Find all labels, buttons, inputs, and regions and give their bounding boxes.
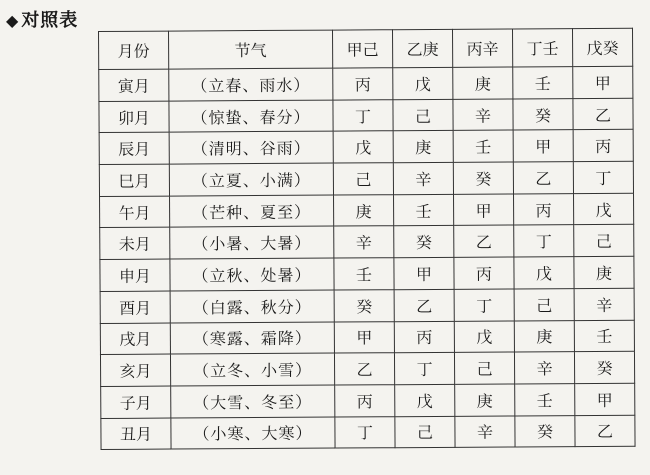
table-row bbox=[99, 130, 633, 165]
header-jia-ji: 甲己 bbox=[332, 30, 392, 68]
stem-cell: 癸 bbox=[334, 290, 394, 322]
stem-cell: 庚 bbox=[514, 320, 574, 352]
header-row bbox=[99, 28, 633, 69]
stem-cell: 丙 bbox=[394, 321, 454, 353]
page-title bbox=[6, 6, 78, 32]
stem-cell: 己 bbox=[333, 163, 393, 195]
table-row bbox=[100, 288, 634, 323]
stem-cell: 庚 bbox=[334, 194, 394, 226]
stem-cell: 丙 bbox=[514, 193, 574, 225]
table-row bbox=[99, 66, 633, 101]
table-row bbox=[99, 161, 633, 196]
stem-cell: 辛 bbox=[455, 416, 515, 448]
header-bing-xin: 丙辛 bbox=[452, 29, 512, 67]
table-row bbox=[100, 320, 634, 355]
stem-cell: 丙 bbox=[454, 257, 514, 289]
solar-term-cell: （清明、谷雨） bbox=[169, 131, 333, 164]
stem-cell: 辛 bbox=[574, 288, 634, 320]
stem-cell: 辛 bbox=[453, 99, 513, 131]
solar-term-cell: （小暑、大暑） bbox=[170, 227, 334, 260]
stem-cell: 丁 bbox=[573, 161, 633, 193]
comparison-table bbox=[98, 28, 636, 451]
header-yi-geng: 乙庚 bbox=[392, 29, 452, 67]
month-cell: 申月 bbox=[100, 259, 170, 291]
solar-term-cell: （立夏、小满） bbox=[169, 163, 333, 196]
stem-cell: 己 bbox=[514, 288, 574, 320]
solar-term-cell: （芒种、夏至） bbox=[170, 195, 334, 228]
month-cell: 亥月 bbox=[100, 354, 170, 386]
stem-cell: 己 bbox=[395, 416, 455, 448]
table-row bbox=[101, 383, 635, 418]
stem-cell: 戊 bbox=[454, 320, 514, 352]
stem-cell: 辛 bbox=[393, 162, 453, 194]
stem-cell: 甲 bbox=[334, 321, 394, 353]
stem-cell: 己 bbox=[393, 99, 453, 131]
stem-cell: 戊 bbox=[393, 67, 453, 99]
stem-cell: 乙 bbox=[394, 289, 454, 321]
stem-cell: 丁 bbox=[514, 225, 574, 257]
stem-cell: 丙 bbox=[335, 385, 395, 417]
stem-cell: 乙 bbox=[334, 353, 394, 385]
solar-term-cell: （大雪、冬至） bbox=[171, 385, 335, 418]
stem-cell: 己 bbox=[454, 352, 514, 384]
solar-term-cell: （立冬、小雪） bbox=[170, 353, 334, 386]
header-month: 月份 bbox=[99, 31, 169, 69]
table-row bbox=[100, 351, 634, 386]
month-cell: 酉月 bbox=[100, 291, 170, 323]
month-cell: 午月 bbox=[100, 196, 170, 228]
stem-cell: 癸 bbox=[515, 415, 575, 447]
solar-term-cell: （惊蛰、春分） bbox=[169, 100, 333, 133]
stem-cell: 戊 bbox=[395, 384, 455, 416]
table-row bbox=[99, 98, 633, 133]
table-row bbox=[100, 256, 634, 291]
header-solar-term: 节气 bbox=[169, 30, 333, 69]
month-cell: 戌月 bbox=[100, 323, 170, 355]
stem-cell: 庚 bbox=[455, 384, 515, 416]
stem-cell: 癸 bbox=[394, 226, 454, 258]
stem-cell: 壬 bbox=[574, 320, 634, 352]
month-cell: 丑月 bbox=[101, 418, 171, 450]
table-row bbox=[100, 193, 634, 228]
stem-cell: 庚 bbox=[453, 67, 513, 99]
stem-cell: 乙 bbox=[454, 225, 514, 257]
stem-cell: 甲 bbox=[454, 194, 514, 226]
table-row bbox=[101, 415, 635, 450]
month-cell: 辰月 bbox=[99, 132, 169, 164]
stem-cell: 辛 bbox=[514, 352, 574, 384]
stem-cell: 丙 bbox=[573, 130, 633, 162]
month-cell: 卯月 bbox=[99, 101, 169, 133]
stem-cell: 甲 bbox=[513, 130, 573, 162]
stem-cell: 壬 bbox=[515, 383, 575, 415]
stem-cell: 丁 bbox=[394, 353, 454, 385]
solar-term-cell: （白露、秋分） bbox=[170, 290, 334, 323]
stem-cell: 乙 bbox=[575, 415, 635, 447]
stem-cell: 戊 bbox=[333, 131, 393, 163]
stem-cell: 壬 bbox=[453, 130, 513, 162]
stem-cell: 乙 bbox=[513, 162, 573, 194]
stem-cell: 癸 bbox=[574, 351, 634, 383]
stem-cell: 丁 bbox=[454, 289, 514, 321]
stem-cell: 庚 bbox=[393, 131, 453, 163]
stem-cell: 壬 bbox=[513, 67, 573, 99]
header-ding-ren: 丁壬 bbox=[512, 29, 572, 67]
stem-cell: 壬 bbox=[334, 258, 394, 290]
stem-cell: 丁 bbox=[333, 99, 393, 131]
solar-term-cell: （立春、雨水） bbox=[169, 68, 333, 101]
stem-cell: 戊 bbox=[514, 257, 574, 289]
title-text: 对照表 bbox=[21, 10, 79, 31]
stem-cell: 甲 bbox=[575, 383, 635, 415]
stem-cell: 乙 bbox=[573, 98, 633, 130]
solar-term-cell: （小寒、大寒） bbox=[171, 417, 335, 450]
stem-cell: 丙 bbox=[333, 68, 393, 100]
solar-term-cell: （寒露、霜降） bbox=[170, 322, 334, 355]
stem-cell: 庚 bbox=[574, 256, 634, 288]
stem-cell: 壬 bbox=[394, 194, 454, 226]
stem-cell: 癸 bbox=[453, 162, 513, 194]
stem-cell: 丁 bbox=[335, 416, 395, 448]
month-cell: 巳月 bbox=[99, 164, 169, 196]
stem-cell: 辛 bbox=[334, 226, 394, 258]
month-cell: 子月 bbox=[101, 386, 171, 418]
stem-cell: 癸 bbox=[513, 98, 573, 130]
header-wu-gui: 戊癸 bbox=[572, 28, 632, 66]
solar-term-cell: （立秋、处暑） bbox=[170, 258, 334, 291]
stem-cell: 己 bbox=[574, 225, 634, 257]
month-cell: 未月 bbox=[100, 228, 170, 260]
diamond-icon: ◆ bbox=[6, 11, 20, 30]
stem-cell: 甲 bbox=[394, 257, 454, 289]
stem-cell: 戊 bbox=[574, 193, 634, 225]
table-row bbox=[100, 225, 634, 260]
month-cell: 寅月 bbox=[99, 69, 169, 101]
stem-cell: 甲 bbox=[573, 66, 633, 98]
